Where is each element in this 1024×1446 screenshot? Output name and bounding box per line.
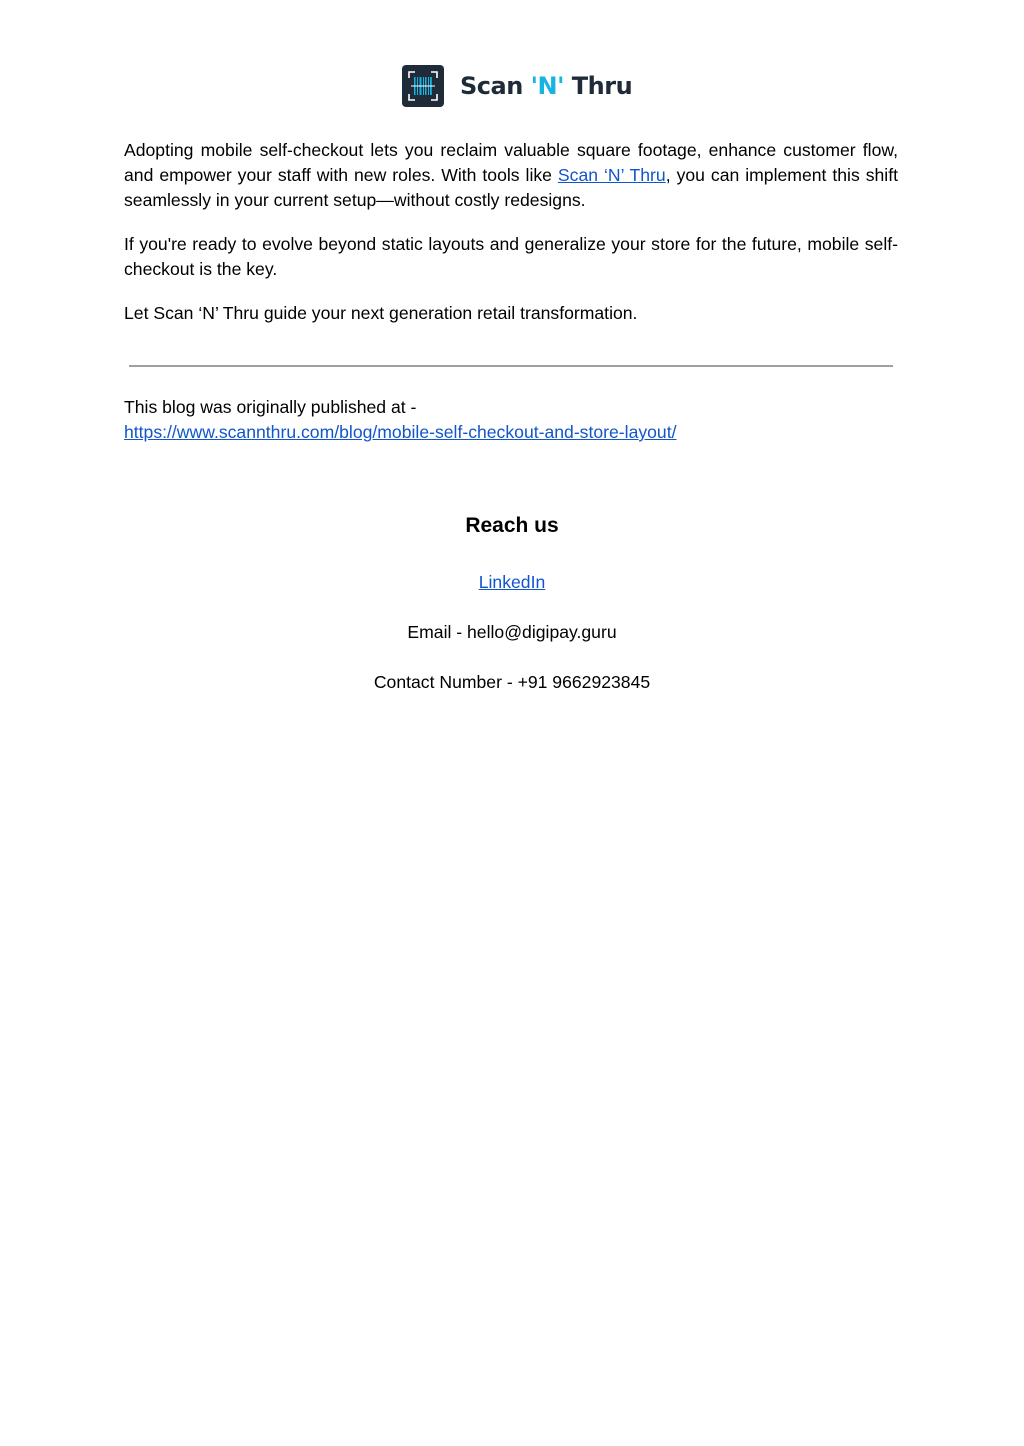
linkedin-link[interactable]: LinkedIn	[478, 572, 546, 592]
brand-logo	[402, 65, 632, 107]
wordmark-suffix: Thru	[563, 72, 633, 100]
horizontal-divider	[129, 365, 893, 367]
barcode-scanner-icon	[402, 65, 444, 107]
published-note	[124, 395, 898, 445]
reach-us-heading: Reach us	[465, 514, 559, 537]
scan-n-thru-link[interactable]: Scan ‘N’ Thru	[557, 165, 666, 185]
published-label: This blog was originally published at -	[124, 397, 417, 417]
contact-number-line: Contact Number - +91 9662923845	[373, 672, 651, 692]
para1-text-end: , you can implement this shift seamlessly in your current setup—without costly redesigns.	[124, 165, 898, 210]
wordmark-accent: 'N'	[530, 72, 564, 100]
brand-wordmark	[460, 72, 632, 100]
paragraph-ready: If you're ready to evolve beyond static layouts and generalize your store for the future, mobile self-checkout is the key.	[124, 234, 898, 279]
paragraph-let: Let Scan ‘N’ Thru guide your next generation retail transformation.	[124, 303, 638, 323]
email-line: Email - hello@digipay.guru	[407, 622, 617, 642]
article-body	[124, 138, 898, 345]
linkedin-row	[0, 570, 1024, 595]
original-post-link[interactable]: https://www.scannthru.com/blog/mobile-self-checkout-and-store-layout/	[124, 422, 677, 442]
paragraph-adopting	[124, 138, 898, 213]
wordmark-prefix: Scan	[460, 72, 531, 100]
para1-text-start: Adopting mobile self-checkout lets you reclaim valuable square footage, enhance customer flow, and empower your staff with new roles. With tools like	[124, 140, 898, 185]
